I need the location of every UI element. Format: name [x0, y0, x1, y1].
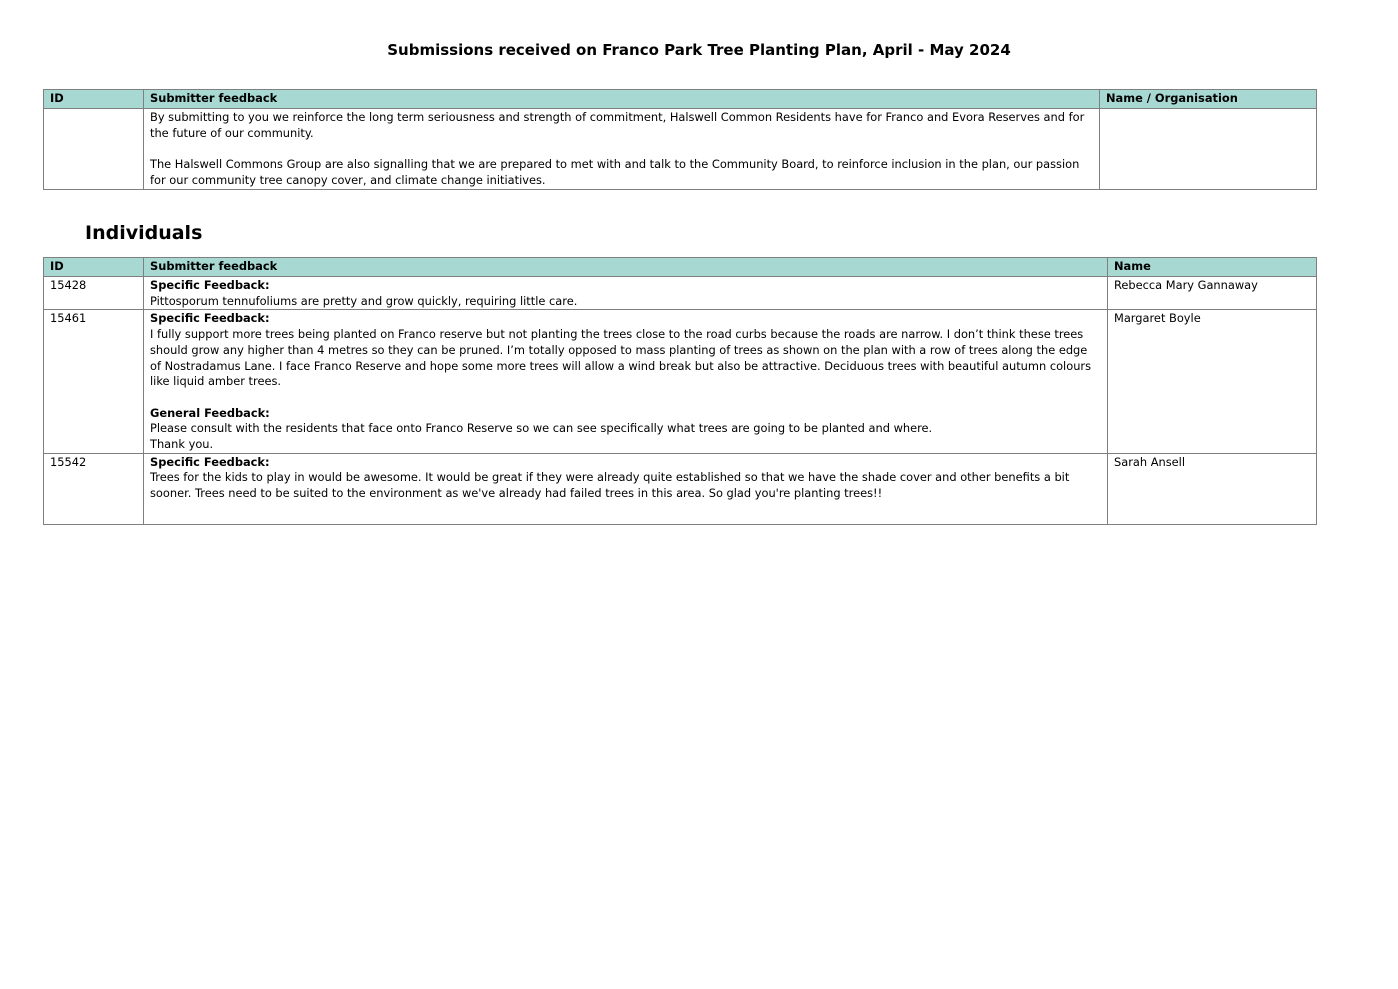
- column-header-name: Name: [1108, 258, 1317, 277]
- column-header-feedback: Submitter feedback: [144, 258, 1108, 277]
- table-row: [44, 109, 1317, 190]
- specific-feedback-text: I fully support more trees being planted on Franco reserve but not planting the trees close to the road curbs because the roads are narrow. I don’t think these trees should grow any higher than 4 metres so they can be pruned. I’m totally opposed to mass planting of trees as shown on the plan with a row of trees along the edge of Nostradamus Lane. I face Franco Reserve and hope some more trees will allow a wind break but also be attractive. Deciduous trees with beautiful autumn colours like liquid amber trees.: [150, 327, 1092, 389]
- table-header-row: [44, 90, 1317, 109]
- feedback-cell: [144, 453, 1108, 524]
- specific-feedback-label: Specific Feedback:: [150, 454, 270, 469]
- feedback-cell: [144, 310, 1108, 453]
- table-row: [44, 453, 1317, 524]
- table-row: [44, 277, 1317, 310]
- table-header-row: [44, 258, 1317, 277]
- feedback-cell: [144, 109, 1100, 190]
- id-cell: 15542: [44, 453, 144, 524]
- table-row: [44, 310, 1317, 453]
- specific-feedback-label: Specific Feedback:: [150, 311, 270, 326]
- id-cell: 15461: [44, 310, 144, 453]
- id-cell: 15428: [44, 277, 144, 310]
- column-header-feedback: Submitter feedback: [144, 90, 1100, 109]
- general-feedback-label: General Feedback:: [150, 405, 270, 420]
- name-cell: Rebecca Mary Gannaway: [1108, 277, 1317, 310]
- feedback-cell: [144, 277, 1108, 310]
- feedback-paragraph: The Halswell Commons Group are also signalling that we are prepared to met with and talk to the Community Board, to reinforce inclusion in the plan, our passion for our community tree canopy cover, and climate change initiatives.: [150, 157, 1080, 187]
- column-header-id: ID: [44, 258, 144, 277]
- page-title: Submissions received on Franco Park Tree Planting Plan, April - May 2024: [387, 41, 1011, 59]
- general-feedback-text: Thank you.: [150, 437, 214, 452]
- feedback-paragraph: By submitting to you we reinforce the long term seriousness and strength of commitment, Halswell Common Residents have for Franco and Evora Reserves and for the future of our community.: [150, 110, 1085, 140]
- id-cell: [44, 109, 144, 190]
- name-cell: Margaret Boyle: [1108, 310, 1317, 453]
- organisations-table: [43, 89, 1317, 190]
- name-cell: [1100, 109, 1317, 190]
- specific-feedback-text: Trees for the kids to play in would be awesome. It would be great if they were already quite established so that we have the shade cover and other benefits a bit sooner. Trees need to be suited to the environment as we've already had failed trees in this area. So glad you're planting trees!!: [150, 470, 1070, 501]
- specific-feedback-text: Pittosporum tennufoliums are pretty and grow quickly, requiring little care.: [150, 293, 578, 308]
- name-cell: Sarah Ansell: [1108, 453, 1317, 524]
- specific-feedback-label: Specific Feedback:: [150, 278, 270, 292]
- general-feedback-text: Please consult with the residents that face onto Franco Reserve so we can see specifically what trees are going to be planted and where.: [150, 421, 933, 436]
- individuals-table: [43, 257, 1317, 525]
- column-header-id: ID: [44, 90, 144, 109]
- column-header-name-organisation: Name / Organisation: [1100, 90, 1317, 109]
- section-heading-individuals: Individuals: [85, 222, 203, 244]
